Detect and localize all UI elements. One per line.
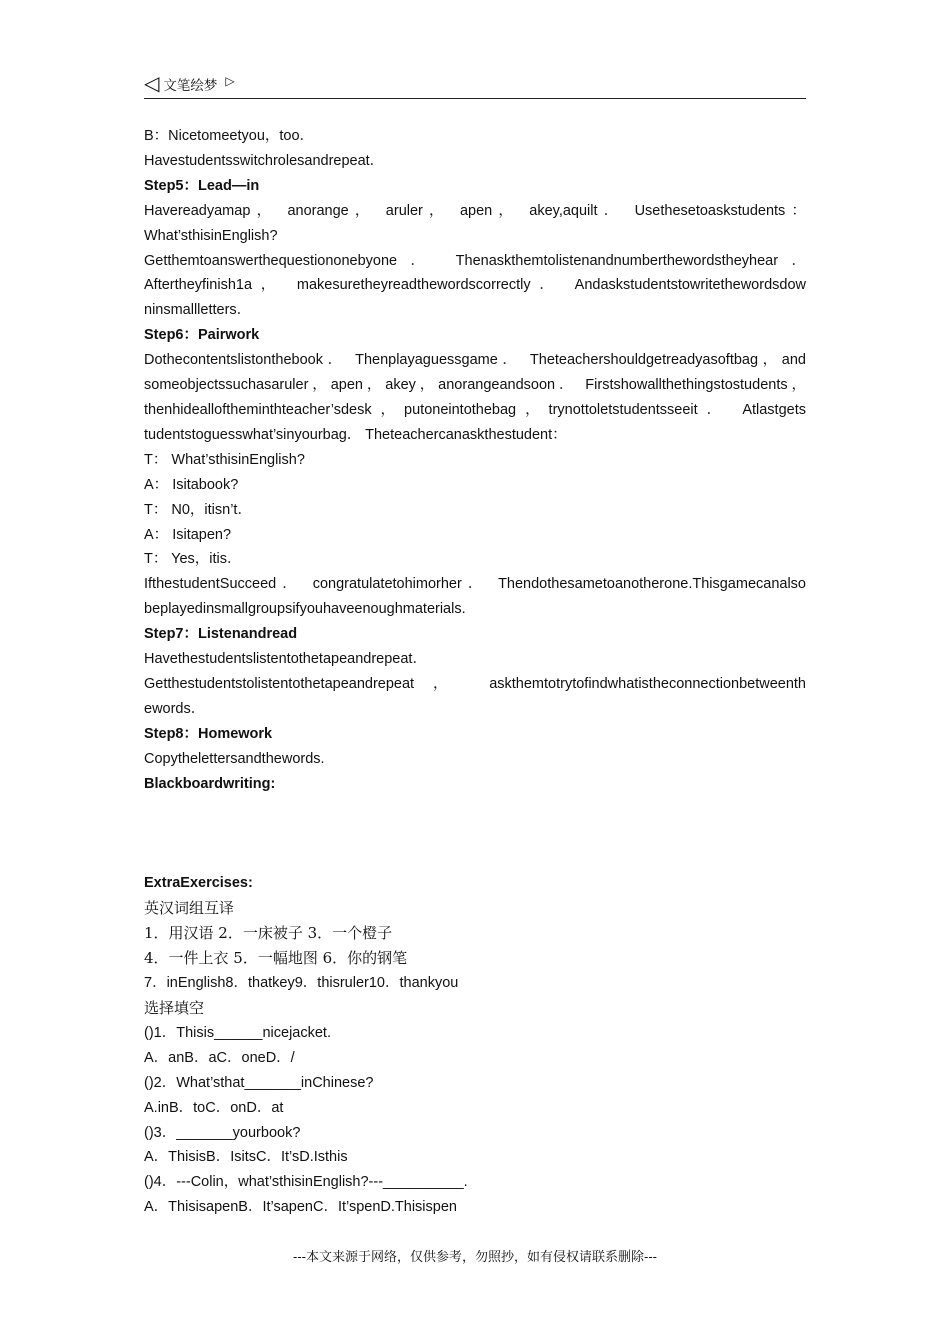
step-heading: Step8：Homework xyxy=(144,725,273,742)
dialogue-line: T： N0，itisn’t． xyxy=(144,501,252,518)
blackboard-blank-area xyxy=(144,796,806,871)
step-heading: Step6：Pairwork xyxy=(144,327,260,344)
exercise-line: 7．inEnglish8．thatkey9．thisruler10．thankyou xyxy=(144,975,459,992)
page-header xyxy=(144,72,806,99)
step-heading: Step7：Listenandread xyxy=(144,626,298,643)
exercise-line: 4．一件上衣 5．一幅地图 6．你的钢笔 xyxy=(144,949,408,968)
question-line: ()4．---Colin，what’sthisinEnglish?---__________. xyxy=(144,1174,468,1191)
text-line: Getthestudentstolistentothetapeandrepeat， askthemtotrytofindwhatistheconnectionbetweenth xyxy=(144,675,806,692)
text-line: ninsmallletters． xyxy=(144,302,252,319)
text-line: Havereadyamap， anorange， aruler， apen， akey,aquilt． Usethesetoaskstudents： xyxy=(144,202,806,219)
exercise-heading: 英汉词组互译 xyxy=(144,899,235,918)
dialogue-line: A： Isitabook? xyxy=(144,476,239,493)
dialogue-line: A： Isitapen? xyxy=(144,526,232,543)
text-line: thenhidealloftheminthteacher’sdesk，putoneintothebag，trynottoletstudentsseeit． Atlastgets xyxy=(144,401,806,418)
text-line: Dothecontentslistonthebook． Thenplayaguessgame． Theteachershouldgetreadyasoftbag，and xyxy=(144,352,806,369)
dialogue-line: T： What’sthisinEnglish? xyxy=(144,451,305,468)
text-line: Getthemtoanswerthequestiononebyone． Thenaskthemtolistenandnumberthewordstheyhear． xyxy=(144,252,806,269)
answer-options: A．anB．aC．oneD．/ xyxy=(144,1049,295,1066)
section-heading: Blackboardwriting: xyxy=(144,775,276,792)
answer-options: A．ThisisB．IsitsC．It’sD.Isthis xyxy=(144,1149,348,1166)
text-line: someobjectssuchasaruler，apen，akey，anorangeandsoon． Firstshowallthethingstostudents， xyxy=(144,377,806,394)
triangle-left-icon: ◁ xyxy=(144,73,160,95)
text-line: beplayedinsmallgroupsifyouhaveenoughmaterials. xyxy=(144,601,466,618)
question-line: ()2．What’sthat_______inChinese? xyxy=(144,1074,374,1091)
dialogue-line: T： Yes，itis． xyxy=(144,551,242,568)
text-line: B：Nicetomeetyou，too． xyxy=(144,128,315,144)
triangle-right-icon: ▷ xyxy=(225,74,235,88)
text-line: Havestudentsswitchrolesandrepeat． xyxy=(144,152,385,169)
text-line: IfthestudentSucceed． congratulatetohimorher． Thendothesametoanotherone.Thisgamecanalso xyxy=(144,576,806,593)
brand-text: 文笔绘梦 xyxy=(163,78,218,93)
brand xyxy=(144,74,235,94)
text-line: Copythelettersandthewords. xyxy=(144,750,325,767)
exercise-line: 1．用汉语 2．一床被子 3．一个橙子 xyxy=(144,924,393,943)
text-line: ewords． xyxy=(144,700,206,717)
question-line: ()1．Thisis______nicejacket. xyxy=(144,1024,331,1041)
answer-options: A.inB．toC．onD．at xyxy=(144,1099,284,1116)
answer-options: A．ThisisapenB．It’sapenC．It’spenD.Thisispen xyxy=(144,1199,457,1216)
text-line: What’sthisinEnglish? xyxy=(144,227,278,244)
question-line: ()3．_______yourbook? xyxy=(144,1124,301,1141)
document-body xyxy=(144,124,806,1220)
text-line: tudentstoguesswhat’sinyourbag． Theteachercanaskthestudent： xyxy=(144,426,567,443)
text-line: Havethestudentslistentothetapeandrepeat． xyxy=(144,651,427,668)
text-line: Aftertheyfinish1a， makesuretheyreadthewordscorrectly． Andaskstudentstowritethewordsdow xyxy=(144,277,806,294)
page-footer: ---本文来源于网络，仅供参考，勿照抄，如有侵权请联系删除--- xyxy=(293,1249,657,1264)
exercise-heading: 选择填空 xyxy=(144,999,205,1017)
step-heading: Step5：Lead—in xyxy=(144,177,260,194)
section-heading: ExtraExercises: xyxy=(144,875,253,892)
